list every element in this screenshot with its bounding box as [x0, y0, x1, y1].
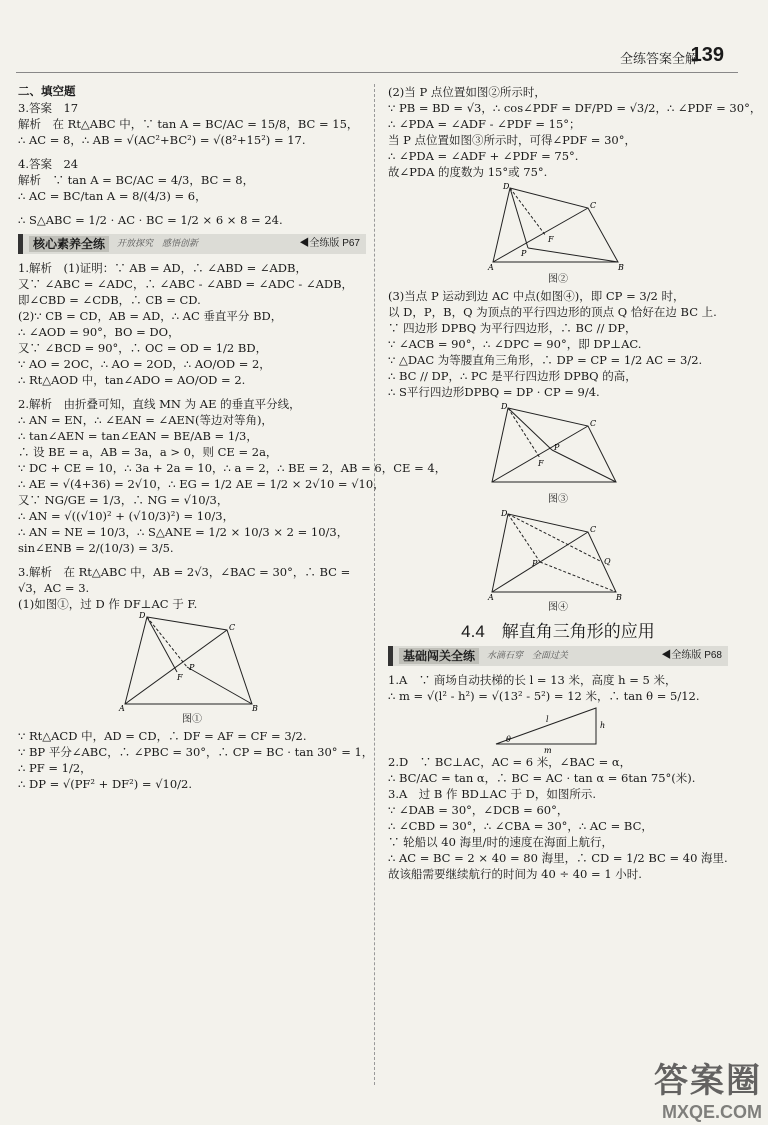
svg-text:D: D — [139, 611, 146, 620]
figure-caption: 图② — [548, 274, 568, 285]
svg-text:l: l — [546, 715, 549, 724]
watermark-url: MXQE.COM — [661, 1102, 762, 1122]
text-line: ∵ △DAC 为等腰直角三角形，∴ DP = CP = 1/2 AC = 3/2. — [388, 353, 703, 367]
text-line: ∵ AO = 2OC，∴ AO = 2OD，∴ AO/OD = 2， — [18, 357, 271, 371]
text-line: ∵ Rt△ACD 中，AD = CD，∴ DF = AF = CF = 3/2. — [18, 729, 307, 743]
text-line: 又∵ ∠ABC = ∠ADC，∴ ∠ABC - ∠ABD = ∠ADC - ∠ADB， — [18, 277, 354, 291]
svg-text:P: P — [554, 443, 560, 452]
figure-caption: 图④ — [548, 602, 568, 613]
text-line: (2)当 P 点位置如图②所示时， — [388, 85, 546, 99]
text-line: 1.A ∵ 商场自动扶梯的长 l = 13 米，高度 h = 5 米， — [388, 673, 677, 687]
text-line: ∴ BC // DP，∴ PC 是平行四边形 DPBQ 的高， — [388, 369, 637, 383]
text-line: ∵ ∠ACB = 90°，∴ ∠DPC = 90°，即 DP⊥AC. — [388, 337, 642, 351]
text-line: ∴ AE = √(4+36) = 2√10，∴ EG = 1/2 AE = 1/2 × 2√10 = √10， — [18, 477, 385, 491]
text-line: ∴ S△ABC = 1/2 · AC · BC = 1/2 × 6 × 8 = 24. — [18, 213, 283, 227]
text-line: ∴ AN = NE = 10/3，∴ S△ANE = 1/2 × 10/3 × 2 = 10/3，sin∠ENB = 2/(10/3) = 3/5. — [18, 525, 349, 555]
column-divider — [374, 84, 375, 1085]
svg-text:h: h — [600, 721, 606, 730]
watermark — [654, 1053, 762, 1123]
svg-text:P: P — [532, 559, 538, 568]
text-line: ∴ Rt△AOD 中，tan∠ADO = AO/OD = 2. — [18, 373, 246, 387]
svg-text:A: A — [119, 704, 125, 713]
text-line: 2.D ∵ BC⊥AC，AC = 6 米，∠BAC = α， — [388, 755, 632, 769]
svg-text:C: C — [590, 525, 597, 534]
section-band — [18, 234, 366, 254]
text-line: ∴ ∠PDA = ∠ADF - ∠PDF = 15°； — [388, 117, 581, 131]
section-band — [388, 646, 728, 666]
figure-4 — [488, 508, 628, 600]
figure-1 — [117, 612, 267, 712]
svg-text:C: C — [590, 419, 597, 428]
svg-text:D: D — [501, 402, 508, 411]
text-line: ∵ 轮船以 40 海里/时的速度在海面上航行， — [388, 835, 613, 849]
svg-text:A: A — [488, 593, 494, 602]
text-line: ∴ PF = 1/2， — [18, 761, 92, 775]
text-line: 故∠PDA 的度数为 15°或 75°. — [388, 165, 548, 179]
text-line: ∴ AN = √((√10)² + (√10/3)²) = 10/3， — [18, 509, 235, 523]
text-line: ∴ ∠CBD = 30°，∴ ∠CBA = 30°，∴ AC = BC， — [388, 819, 653, 833]
watermark-text: 答案圈 — [654, 1062, 762, 1100]
text-line: ∴ ∠PDA = ∠ADF + ∠PDF = 75°. — [388, 149, 579, 163]
text-line: ∴ AC = BC/tan A = 8/(4/3) = 6， — [18, 189, 207, 203]
band-ref: ◀全练版 P67 — [299, 238, 360, 249]
svg-text:A: A — [488, 263, 494, 272]
svg-text:m: m — [544, 746, 552, 755]
text-line: 解析 在 Rt△ABC 中，∵ tan A = BC/AC = 15/8，BC = 15， — [18, 117, 359, 131]
figure-caption: 图① — [182, 714, 202, 725]
text-line: 以 D，P，B，Q 为顶点的平行四边形的顶点 Q 恰好在边 BC 上. — [388, 305, 717, 319]
text-line: 当 P 点位置如图③所示时，可得∠PDF = 30°， — [388, 133, 636, 147]
text-line: 3.解析 在 Rt△ABC 中，AB = 2√3，∠BAC = 30°，∴ BC = √3，AC = 3. — [18, 565, 351, 595]
text-line: ∵ DC + CE = 10，∴ 3a + 2a = 10，∴ a = 2，∴ BE = 2，AB = 6，CE = 4， — [18, 461, 447, 475]
text-line: ∴ tan∠AEN = tan∠EAN = BE/AB = 1/3， — [18, 429, 258, 443]
band-title: 核心素养全练 — [29, 236, 109, 252]
text-line: ∵ PB = BD = √3，∴ cos∠PDF = DF/PD = √3/2，∴ ∠PDF = 30°， — [388, 101, 762, 115]
text-line: ∴ AN = EN，∴ ∠EAN = ∠AEN(等边对等角)， — [18, 413, 273, 427]
svg-text:Q: Q — [604, 557, 611, 566]
text-line: 4.答案 24 — [18, 157, 79, 171]
svg-text:D: D — [501, 509, 508, 518]
svg-text:F: F — [538, 459, 544, 468]
text-line: ∵ 四边形 DPBQ 为平行四边形，∴ BC // DP， — [388, 321, 637, 335]
figure-caption: 图③ — [548, 494, 568, 505]
band-subtitle: 开放探究 感悟创新 — [117, 239, 199, 249]
text-line: ∵ ∠DAB = 30°，∠DCB = 60°， — [388, 803, 569, 817]
text-line: ∴ AC = 8，∴ AB = √(AC²+BC²) = √(8²+15²) = 17. — [18, 133, 306, 147]
band-title: 基础闯关全练 — [399, 648, 479, 664]
text-line: 3.答案 17 — [18, 101, 79, 115]
text-line: (2)∵ CB = CD，AB = AD，∴ AC 垂直平分 BD， — [18, 309, 283, 323]
text-line: ∴ S平行四边形DPBQ = DP · CP = 9/4. — [388, 385, 600, 399]
text-line: 解析 ∵ tan A = BC/AC = 4/3，BC = 8， — [18, 173, 255, 187]
svg-text:C: C — [590, 201, 597, 210]
figure-3 — [488, 400, 628, 492]
svg-text:D: D — [503, 182, 510, 191]
text-line: (3)当点 P 运动到边 AC 中点(如图④)，即 CP = 3/2 时， — [388, 289, 685, 303]
text-line: ∴ BC/AC = tan α，∴ BC = AC · tan α = 6tan 75°(米). — [388, 771, 696, 785]
text-line: ∴ AC = BC = 2 × 40 = 80 海里，∴ CD = 1/2 BC = 40 海里. — [388, 851, 728, 865]
figure-2 — [488, 180, 628, 272]
svg-text:P: P — [189, 663, 195, 672]
svg-text:B: B — [252, 704, 258, 713]
header-title: 全练答案全解 — [619, 51, 698, 66]
text-line: 3.A 过 B 作 BD⊥AC 于 D，如图所示. — [388, 787, 596, 801]
svg-text:F: F — [177, 673, 183, 682]
band-subtitle: 水滴石穿 全面过关 — [487, 651, 569, 661]
section-title: 二、填空题 — [18, 86, 76, 98]
text-line: 1.解析 (1)证明：∵ AB = AD，∴ ∠ABD = ∠ADB， — [18, 261, 307, 275]
band-ref: ◀全练版 P68 — [661, 650, 722, 661]
header-rule — [16, 72, 738, 73]
right-column — [388, 84, 762, 882]
text-line: ∴ 设 BE = a，AB = 3a，a > 0，则 CE = 2a， — [18, 445, 278, 459]
page-number: 139 — [690, 44, 724, 66]
escalator-figure — [478, 704, 638, 754]
svg-text:F: F — [548, 235, 554, 244]
text-line: ∴ DP = √(PF² + DF²) = √10/2. — [18, 777, 193, 791]
svg-text:B: B — [616, 593, 622, 602]
text-line: 又∵ NG/GE = 1/3，∴ NG = √10/3， — [18, 493, 229, 507]
text-line: 2.解析 由折叠可知，直线 MN 为 AE 的垂直平分线， — [18, 397, 301, 411]
text-line: (1)如图①，过 D 作 DF⊥AC 于 F. — [18, 597, 198, 611]
svg-text:B: B — [618, 263, 624, 272]
svg-text:P: P — [521, 249, 527, 258]
text-line: ∵ BP 平分∠ABC，∴ ∠PBC = 30°，∴ CP = BC · tan 30° = 1， — [18, 745, 374, 759]
svg-text:C: C — [229, 623, 236, 632]
svg-text:θ: θ — [506, 735, 511, 744]
text-line: ∴ m = √(l² - h²) = √(13² - 5²) = 12 米，∴ tan θ = 5/12. — [388, 689, 700, 703]
text-line: ∴ ∠AOD = 90°，BO = DO， — [18, 325, 180, 339]
text-line: 又∵ ∠BCD = 90°，∴ OC = OD = 1/2 BD， — [18, 341, 268, 355]
text-line: 故该船需要继续航行的时间为 40 ÷ 40 = 1 小时. — [388, 867, 642, 881]
text-line: 即∠CBD = ∠CDB，∴ CB = CD. — [18, 293, 201, 307]
section-heading: 4.4 解直角三角形的应用 — [461, 622, 655, 641]
